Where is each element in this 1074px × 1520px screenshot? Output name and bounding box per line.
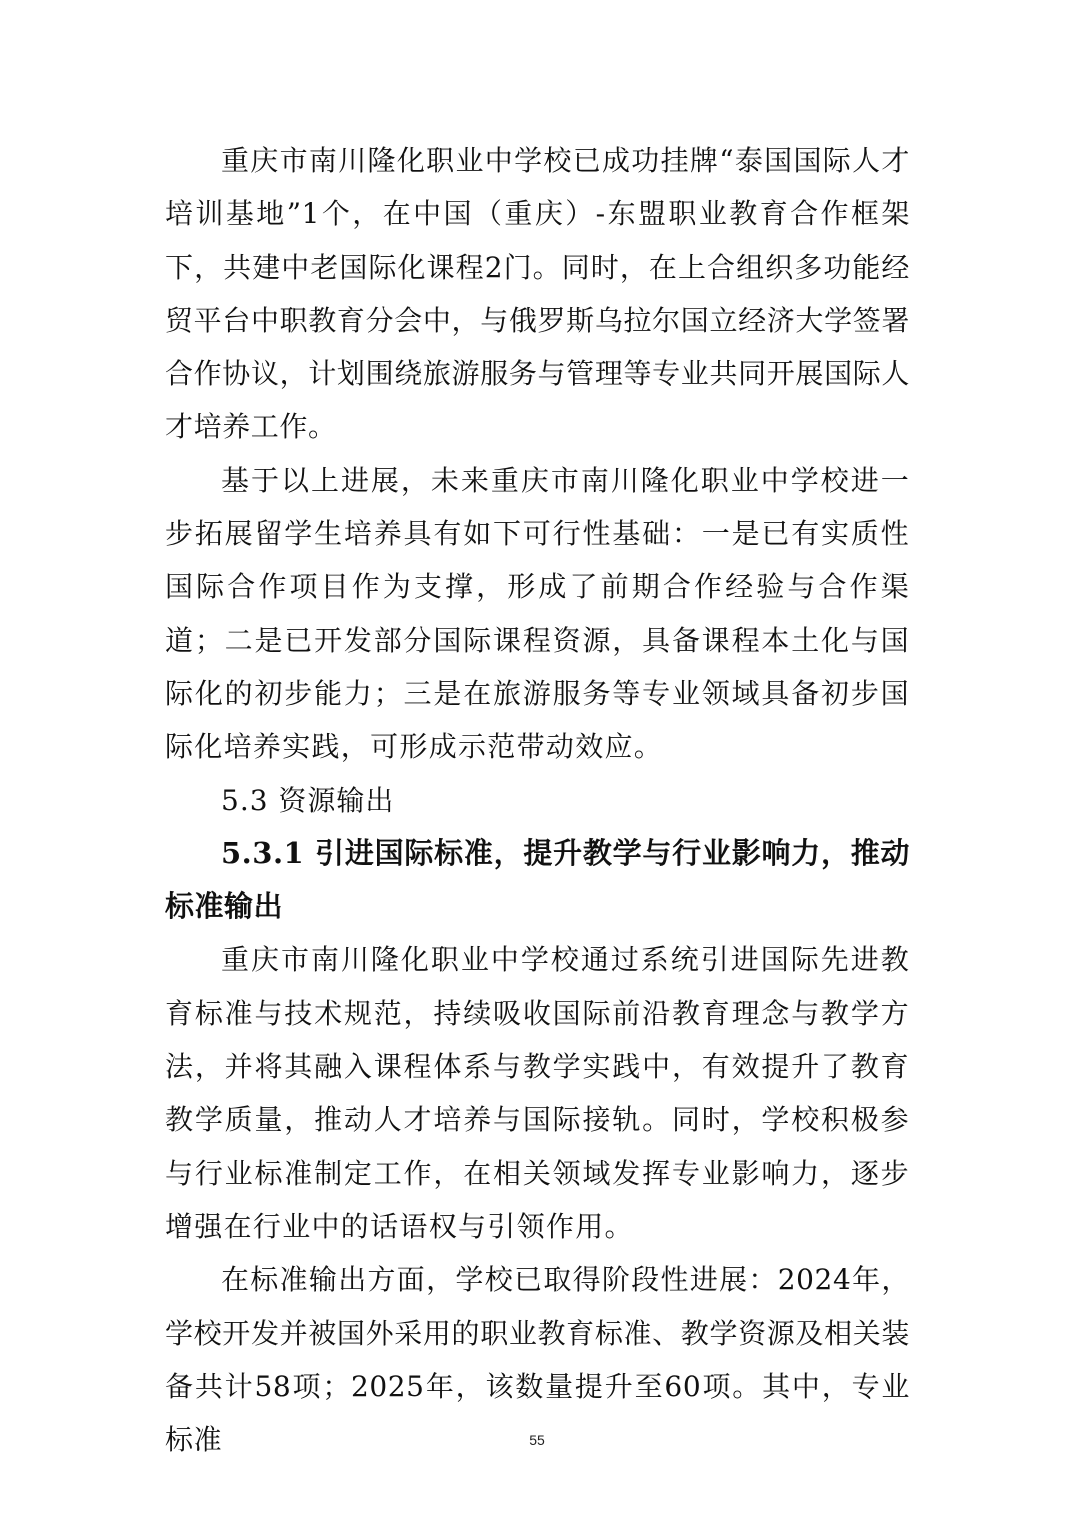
subsection-heading: 5.3.1 引进国际标准，提升教学与行业影响力，推动标准输出	[165, 835, 910, 924]
paragraph-standards-intro: 重庆市南川隆化职业中学校通过系统引进国际先进教育标准与技术规范，持续吸收国际前沿教育理念与教学方法，并将其融入课程体系与教学实践中，有效提升了教育教学质量，推动人才培养与国际接轨。同时，学校积极参与行业标准制定工作，在相关领域发挥专业影响力，逐步增强在行业中的话语权与引领作用。	[165, 943, 910, 1243]
page-body	[165, 134, 910, 1466]
paragraph-international-base: 重庆市南川隆化职业中学校已成功挂牌“泰国国际人才培训基地”1个，在中国（重庆）-东盟职业教育合作框架下，共建中老国际化课程2门。同时，在上合组织多功能经贸平台中职教育分会中，与俄罗斯乌拉尔国立经济大学签署合作协议，计划围绕旅游服务与管理等专业共同开展国际人才培养工作。	[165, 144, 910, 444]
paragraph-standards-output: 在标准输出方面，学校已取得阶段性进展：2024年，学校开发并被国外采用的职业教育标准、教学资源及相关装备共计58项；2025年，该数量提升至60项。其中，专业标准	[165, 1263, 910, 1457]
page-number: 55	[529, 1432, 545, 1448]
paragraph-feasibility: 基于以上进展，未来重庆市南川隆化职业中学校进一步拓展留学生培养具有如下可行性基础：一是已有实质性国际合作项目作为支撑，形成了前期合作经验与合作渠道；二是已开发部分国际课程资源，具备课程本土化与国际化的初步能力；三是在旅游服务等专业领域具备初步国际化培养实践，可形成示范带动效应。	[165, 463, 910, 764]
section-heading: 5.3 资源输出	[221, 783, 395, 817]
